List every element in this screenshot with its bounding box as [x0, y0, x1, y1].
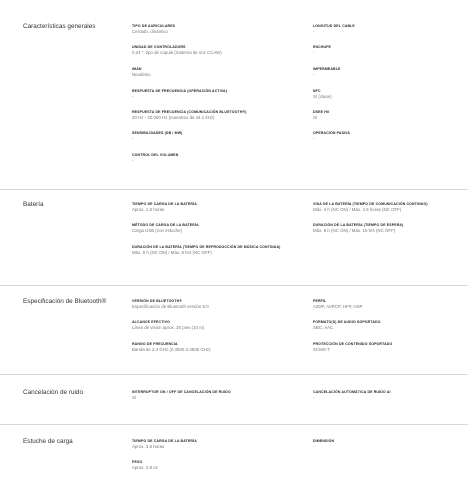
spec-item [132, 24, 292, 34]
spec-label: CANCELACIÓN AUTOMÁTICA DE RUIDO AI [313, 390, 391, 394]
spec-value: - [132, 93, 134, 99]
spec-label: TIEMPO DE CARGA DE LA BATERÍA [132, 202, 197, 206]
spec-item [132, 320, 292, 330]
spec-item [313, 67, 461, 77]
spec-value: Carga USB (con estuche) [132, 227, 183, 233]
spec-value: Aprox. 1.5 horas [132, 206, 165, 212]
spec-item [313, 131, 461, 141]
spec-value: - [313, 71, 315, 77]
spec-value: - [313, 135, 315, 141]
spec-item [132, 110, 292, 120]
spec-item [132, 67, 292, 77]
spec-value: Sí (clase) [313, 93, 332, 99]
spec-value: SBC, AAC [313, 324, 334, 330]
spec-item [313, 390, 461, 400]
spec-value: Máx. 9 h (NC ON) / Máx. 15 hrs (NC OFF) [313, 227, 396, 233]
spec-label: ALCANCE EFECTIVO [132, 320, 170, 324]
spec-value: Máx. 6 h (NC ON) / Máx. 8 hrs (NC OFF) [132, 249, 212, 255]
spec-label: VERSIÓN DE BLUETOOTH® [132, 299, 183, 303]
spec-value: Máx. 4 h (NC ON) / Máx. 4.5 horas (NC OFF) [313, 206, 402, 212]
spec-label: PESO [132, 460, 143, 464]
spec-item [132, 131, 292, 141]
spec-label: DURACIÓN DE LA BATERÍA (TIEMPO DE REPRODUCCIÓN DE MÚSICA CONTINUA) [132, 245, 281, 249]
spec-item [132, 153, 292, 163]
spec-item [313, 299, 461, 309]
spec-label: DURACIÓN DE LA BATERÍA (TIEMPO DE ESPERA) [313, 223, 404, 227]
spec-label: RANGO DE FRECUENCIA [132, 342, 178, 346]
spec-value: Sí [132, 394, 137, 400]
section-title: Estuche de carga [23, 438, 73, 445]
spec-label: IMÁN [132, 67, 142, 71]
spec-item [132, 245, 290, 255]
spec-value: - [313, 28, 315, 34]
spec-item [132, 202, 292, 212]
section-title: Cancelación de ruido [23, 389, 84, 396]
spec-item [313, 202, 461, 212]
spec-value: Especificación de Bluetooth versión 5.0 [132, 303, 209, 309]
spec-value: A2DP, AVRCP, HFP, HSP [313, 303, 363, 309]
spec-label: TIEMPO DE CARGA DE LA BATERÍA [132, 439, 197, 443]
spec-item [313, 320, 461, 330]
spec-item [313, 223, 461, 233]
spec-item [313, 45, 461, 55]
spec-value: Banda de 2.4 GHz (2.4000-2.4835 GHz) [132, 346, 211, 352]
spec-item [132, 390, 292, 400]
spec-value: Neodimio [132, 71, 151, 77]
spec-item [132, 439, 292, 449]
spec-label: ENCHUFE [313, 45, 331, 49]
spec-label: NFC [313, 89, 321, 93]
spec-label: DIMENSIÓN [313, 439, 335, 443]
spec-label: OPERACIÓN PASIVA [313, 131, 351, 135]
spec-label: RESPUESTA DE FRECUENCIA (COMUNICACIÓN BLUETOOTH®) [132, 110, 247, 114]
spec-item [313, 439, 461, 449]
spec-item [132, 299, 292, 309]
spec-label: PROTECCIÓN DE CONTENIDO SOPORTADO [313, 342, 393, 346]
spec-value: - [132, 135, 134, 141]
spec-label: FORMATO(S) DE AUDIO SOPORTADO [313, 320, 381, 324]
spec-item [313, 24, 461, 34]
spec-label: LONGITUD DEL CABLE [313, 24, 355, 28]
spec-value: Aprox. 2.8 oz [132, 464, 158, 470]
section-divider [0, 424, 468, 425]
spec-value: - [313, 49, 315, 55]
spec-label: PERFIL [313, 299, 327, 303]
spec-item [132, 460, 292, 470]
section-title: Características generales [23, 23, 96, 30]
spec-label: IMPERMEABLE [313, 67, 341, 71]
spec-value: Cerrado, dinámico [132, 28, 168, 34]
spec-label: SENSIBILIDADES (DB / MW) [132, 131, 183, 135]
spec-value: - [313, 394, 315, 400]
spec-value: Sí [313, 114, 318, 120]
section-divider [0, 189, 468, 190]
spec-item [313, 110, 461, 120]
spec-value: SCMS-T [313, 346, 330, 352]
spec-item [132, 45, 292, 55]
spec-value: 20 Hz - 20.000 Hz (muestreo de 44.1 kHz) [132, 114, 215, 120]
spec-value: Línea de visión aprox. 30 pies (10 m) [132, 324, 205, 330]
spec-label: VIDA DE LA BATERÍA (TIEMPO DE COMUNICACIÓN CONTINUO) [313, 202, 428, 206]
spec-label: TIPO DE AURICULARES [132, 24, 176, 28]
spec-value: Aprox. 3.5 horas [132, 443, 165, 449]
spec-label: DSEE HX [313, 110, 330, 114]
spec-item [313, 89, 461, 99]
spec-value: - [313, 443, 315, 449]
spec-value: - [132, 157, 134, 163]
spec-label: INTERRUPTOR ON / OFF DE CANCELACIÓN DE RUIDO [132, 390, 231, 394]
section-title: Batería [23, 201, 44, 208]
spec-item [132, 342, 292, 352]
spec-label: UNIDAD DE CONTROLADORS [132, 45, 186, 49]
spec-value: 0.24 ", tipo de cúpula (Sistema de voz CCAW) [132, 49, 222, 55]
spec-item [132, 89, 292, 99]
section-divider [0, 285, 468, 286]
spec-label: MÉTODO DE CARGA DE LA BATERÍA [132, 223, 199, 227]
spec-label: RESPUESTA DE FRECUENCIA (OPERACIÓN ACTIVA) [132, 89, 228, 93]
section-title: Especificación de Bluetooth® [23, 298, 107, 305]
spec-item [132, 223, 292, 233]
section-divider [0, 374, 468, 375]
spec-label: CONTROL DEL VOLUMEN [132, 153, 179, 157]
spec-item [313, 342, 461, 352]
